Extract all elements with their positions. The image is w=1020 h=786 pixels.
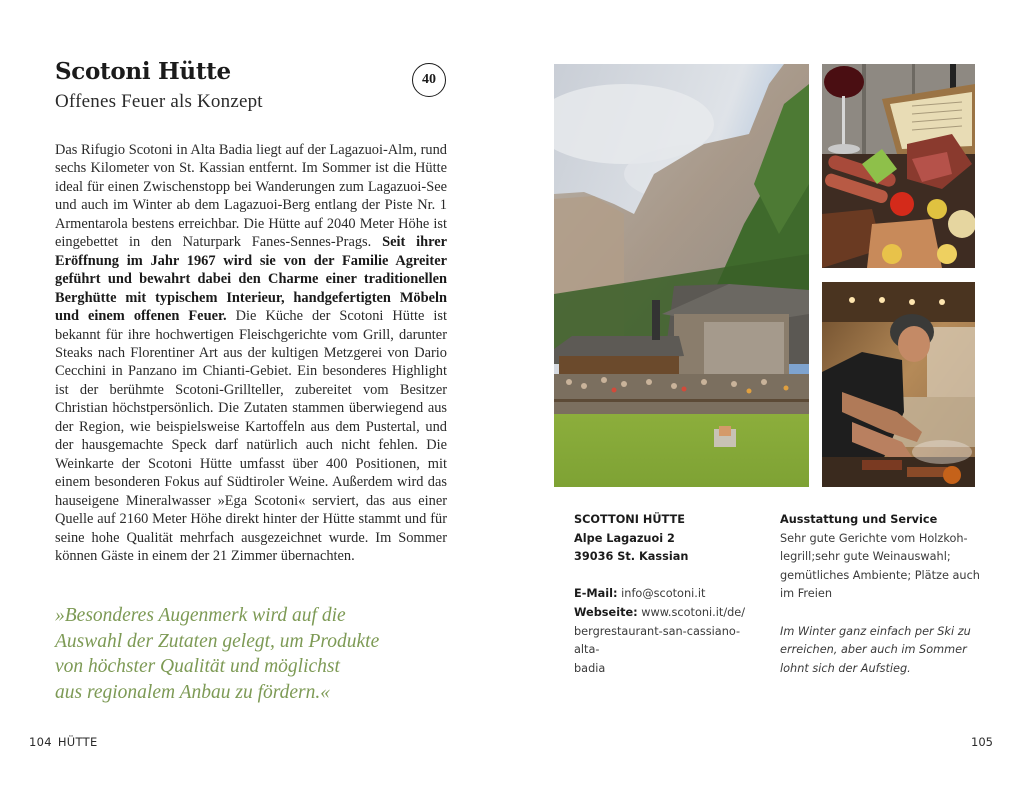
email-label: E-Mail: — [574, 587, 618, 601]
hut-image-icon — [554, 64, 809, 487]
page-number-right: 105 — [971, 735, 993, 749]
chef-image-icon — [822, 282, 975, 487]
article-body — [55, 141, 447, 565]
quote-line: »Besonderes Augenmerk wird auf die — [55, 605, 346, 626]
hut-exterior-photo — [554, 64, 809, 487]
body-highlight: Seit ihrer Eröffnung im Jahr 1967 wird sie von der Familie Agreiter geführt und bewahrt dabei den Charme einer traditionellen Berghütte mit typischem Interieur, handgefertigten Möbeln und einem offenen Feuer. — [55, 234, 447, 325]
section-name: HÜTTE — [57, 735, 98, 749]
quote-line: von höchster Qualität und möglichst — [55, 656, 340, 677]
website-line — [574, 604, 764, 623]
features-line: im Freien — [780, 587, 833, 601]
entry-number: 40 — [422, 72, 436, 87]
features-heading: Ausstattung und Service — [780, 513, 938, 526]
grill-platter-photo — [822, 64, 975, 268]
body-intro: Das Rifugio Scotoni in Alta Badia liegt auf der Lagazuoi-Alm, rund sechs Kilometer von St. Kassian entfernt. Im Sommer ist die Hütte ideal für einen Zwischenstopp bei Wanderungen zum Lagazuoi-See und auch im Winter ab dem Lagazuoi-Berg entlang der Piste Nr. 1 Armentarola bestens erreichbar. Die Hütte auf 2040 Meter Höhe ist eingebettet in den Naturpark Fanes-Sennes-Prags. — [55, 142, 447, 251]
features-block — [780, 511, 980, 678]
entry-number-badge — [412, 63, 446, 97]
email-link[interactable]: info@scotoni.it — [621, 587, 706, 601]
venue-name: SCOTTONI HÜTTE — [574, 513, 685, 526]
website-link-end[interactable]: badia — [574, 661, 606, 675]
page-subtitle: Offenes Feuer als Konzept — [55, 91, 263, 112]
street-address: Alpe Lagazuoi 2 — [574, 531, 675, 545]
email-line — [574, 585, 764, 604]
chef-grilling-photo — [822, 282, 975, 487]
website-link-cont[interactable]: bergrestaurant-san-cassiano-alta- — [574, 624, 741, 657]
spacer — [574, 567, 764, 586]
city-address: 39036 St. Kassian — [574, 550, 689, 564]
pull-quote — [55, 603, 415, 705]
features-note-line: lohnt sich der Aufstieg. — [780, 661, 911, 675]
website-link[interactable]: www.scotoni.it/de/ — [641, 605, 746, 619]
page-number-left: 104 — [29, 735, 52, 749]
features-line: legrill;sehr gute Weinauswahl; — [780, 550, 951, 564]
features-line: Sehr gute Gerichte vom Holzkoh- — [780, 531, 968, 545]
footer-left — [29, 735, 98, 749]
features-line: gemütliches Ambiente; Plätze auch — [780, 568, 980, 582]
quote-line: Auswahl der Zutaten gelegt, um Produkte — [55, 630, 380, 652]
food-image-icon — [822, 64, 975, 268]
website-label: Webseite: — [574, 605, 638, 619]
contact-block — [574, 511, 764, 678]
features-note-line: Im Winter ganz einfach per Ski zu — [780, 624, 971, 638]
page-title: Scotoni Hütte — [55, 58, 231, 85]
spacer — [780, 604, 980, 623]
quote-line: aus regionalem Anbau zu fördern.« — [55, 681, 330, 703]
features-note-line: erreichen, aber auch im Sommer — [780, 643, 967, 657]
body-rest: Die Küche der Scotoni Hütte ist bekannt für ihre hochwertigen Fleischgerichte vom Grill, darunter Steaks nach Florentiner Art aus der kultigen Metzgerei von Dario Cecchini in Panzano im Chianti-Gebiet. Ein besonderes Highlight ist der berühmte Scotoni-Grillteller, zubereitet vom Besitzer Christian höchstpersönlich. Die Zutaten stammen überwiegend aus der Region, wie beispielsweise Kartoffeln aus dem Pustertal, und der hausgemachte Speck darf natürlich auch nicht fehlen. Die Weinkarte der Scotoni Hütte umfasst über 400 Positionen, mit einem besonderen Fokus auf Südtiroler Weine. Außerdem wird das hauseigene Mineralwasser »Ega Scotoni« serviert, das aus einer Quelle auf 2160 Meter Höhe direkt hinter der Hütte stammt und für seine hohe Qualität mehrfach ausgezeichnet wurde. Im Sommer können Gäste in einem der 21 Zimmer übernachten. — [55, 308, 447, 564]
